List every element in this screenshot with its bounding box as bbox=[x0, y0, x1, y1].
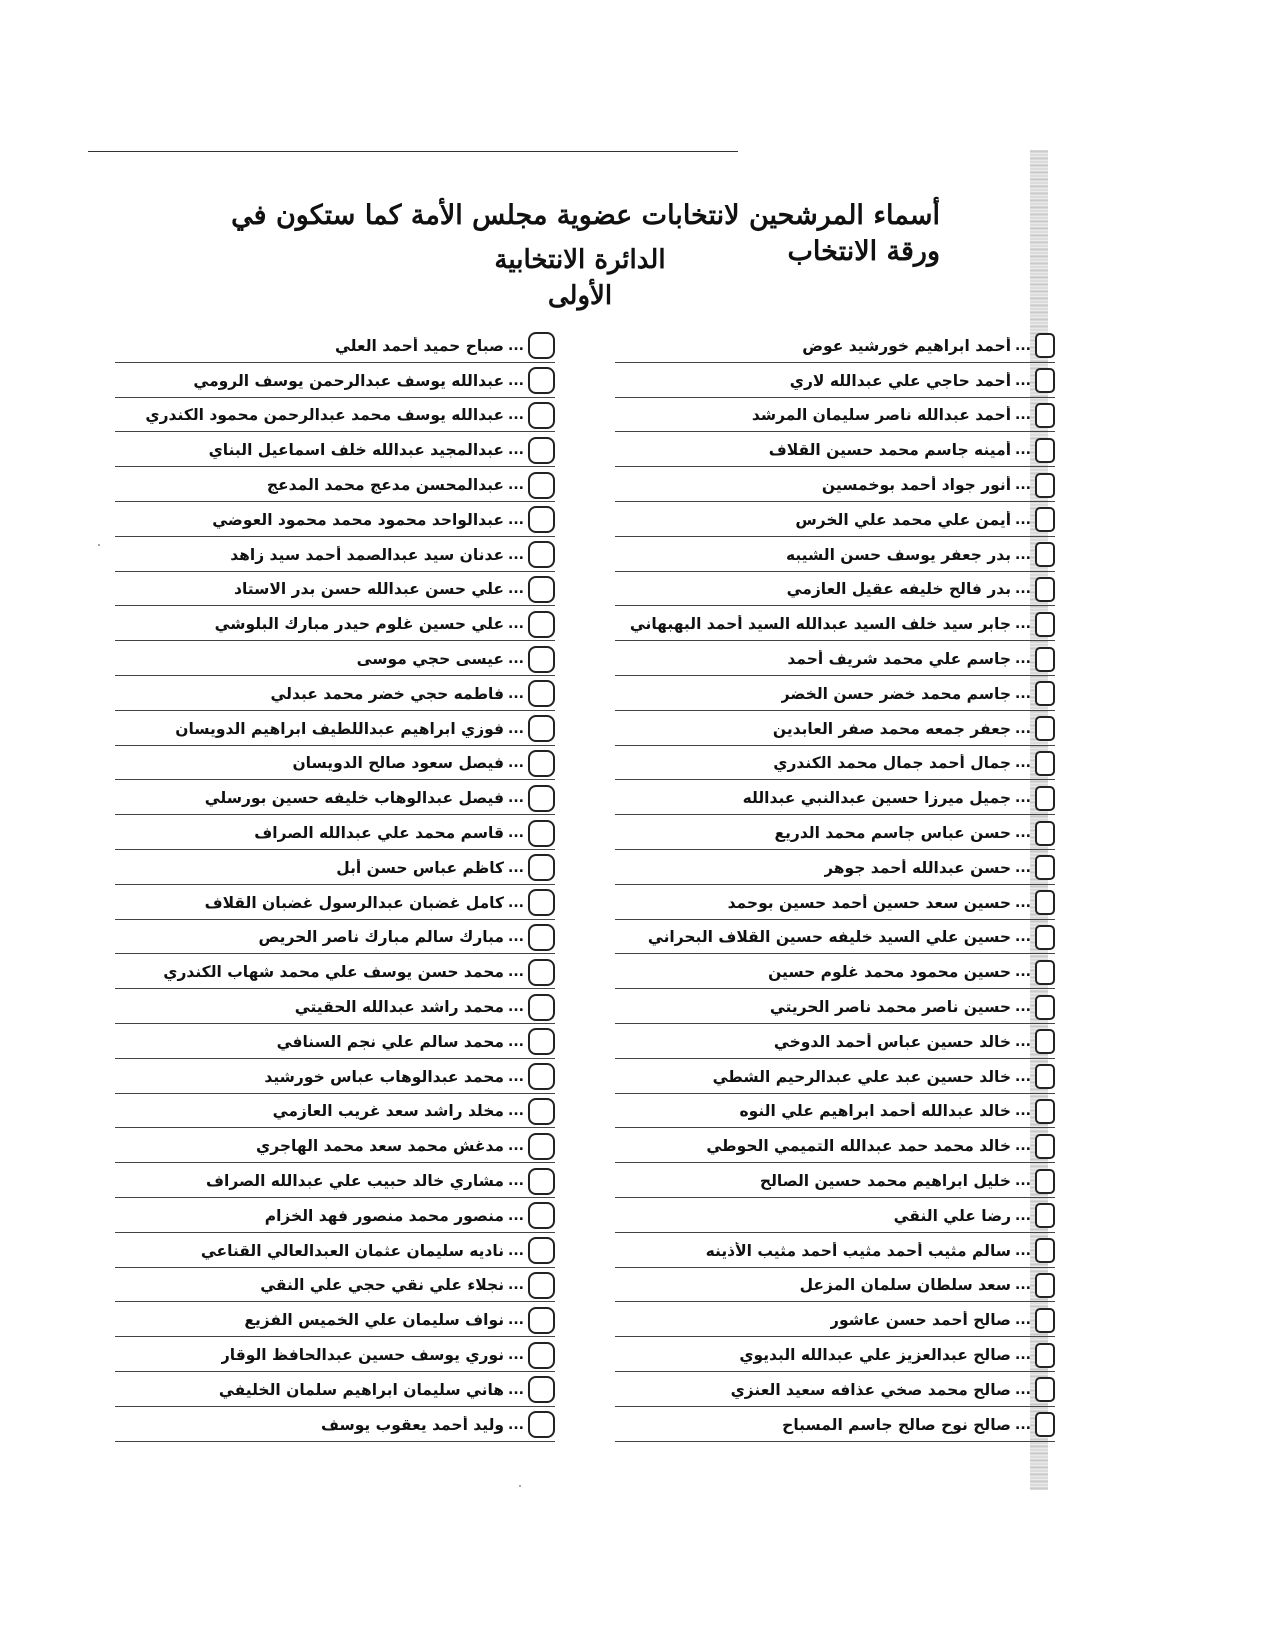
vote-checkbox[interactable] bbox=[1035, 403, 1055, 428]
vote-checkbox[interactable] bbox=[528, 854, 555, 881]
candidate-row bbox=[615, 885, 1055, 920]
vote-checkbox[interactable] bbox=[1035, 507, 1055, 532]
entry-dots: ... bbox=[508, 790, 524, 807]
vote-checkbox[interactable] bbox=[528, 680, 555, 707]
vote-checkbox[interactable] bbox=[528, 924, 555, 951]
entry-dots: ... bbox=[508, 1347, 524, 1363]
candidate-name: حسن عبدالله أحمد جوهر bbox=[824, 858, 1012, 877]
entry-dots: ... bbox=[1015, 1242, 1031, 1259]
entry-dots: ... bbox=[508, 859, 524, 876]
candidate-name: أحمد ابراهيم خورشيد عوض bbox=[802, 336, 1012, 355]
candidate-row bbox=[615, 1059, 1055, 1094]
entry-dots: ... bbox=[1015, 337, 1031, 354]
candidate-row bbox=[615, 502, 1055, 537]
entry-dots: ... bbox=[508, 1138, 524, 1155]
candidate-name: خالد حسين عباس أحمد الدوخي bbox=[773, 1032, 1012, 1051]
candidate-row bbox=[615, 1407, 1055, 1442]
candidate-row bbox=[615, 363, 1055, 398]
entry-dots: ... bbox=[1015, 755, 1031, 772]
vote-checkbox[interactable] bbox=[1035, 1273, 1055, 1298]
candidate-name: خالد عبدالله أحمد ابراهيم علي النوه bbox=[739, 1102, 1012, 1121]
candidate-row bbox=[115, 1337, 555, 1372]
entry-dots: ... bbox=[508, 372, 524, 389]
candidate-row bbox=[115, 467, 555, 502]
candidate-row bbox=[115, 1302, 555, 1337]
candidate-row bbox=[115, 363, 555, 398]
vote-checkbox[interactable] bbox=[1035, 647, 1055, 672]
candidate-name: أنور جواد أحمد بوخمسين bbox=[821, 476, 1012, 495]
vote-checkbox[interactable] bbox=[528, 1342, 555, 1369]
candidate-name: عبدالواحد محمود محمد محمود العوضي bbox=[212, 510, 505, 529]
candidate-row bbox=[115, 711, 555, 746]
candidate-name: جميل ميرزا حسين عبدالنبي عبدالله bbox=[742, 789, 1012, 808]
candidate-name: بدر جعفر يوسف حسن الشيبه bbox=[785, 545, 1012, 564]
vote-checkbox[interactable] bbox=[1035, 681, 1055, 706]
vote-checkbox[interactable] bbox=[1035, 1064, 1055, 1089]
candidate-name: مشاري خالد حبيب علي عبدالله الصراف bbox=[206, 1172, 505, 1191]
entry-dots: ... bbox=[508, 651, 524, 668]
candidate-row bbox=[615, 1128, 1055, 1163]
candidate-name: صالح أحمد حسن عاشور bbox=[830, 1311, 1012, 1330]
entry-dots: ... bbox=[1015, 894, 1031, 911]
vote-checkbox[interactable] bbox=[1035, 542, 1055, 567]
candidate-name: خليل ابراهيم محمد حسين الصالح bbox=[759, 1172, 1012, 1191]
vote-checkbox[interactable] bbox=[528, 750, 555, 777]
entry-dots: ... bbox=[508, 477, 524, 494]
candidate-name: وليد أحمد يعقوب يوسف bbox=[321, 1415, 505, 1434]
candidate-name: علي حسن عبدالله حسن بدر الاستاد bbox=[234, 580, 505, 599]
entry-dots: ... bbox=[508, 894, 524, 911]
candidate-row bbox=[615, 1268, 1055, 1303]
vote-checkbox[interactable] bbox=[528, 1098, 555, 1125]
vote-checkbox[interactable] bbox=[528, 646, 555, 673]
entry-dots: ... bbox=[1015, 1416, 1031, 1433]
candidate-row bbox=[615, 746, 1055, 781]
candidate-row bbox=[115, 1407, 555, 1442]
vote-checkbox[interactable] bbox=[1035, 1343, 1055, 1368]
left-candidate-column bbox=[115, 328, 555, 1442]
vote-checkbox[interactable] bbox=[528, 506, 555, 533]
vote-checkbox[interactable] bbox=[1035, 1134, 1055, 1159]
entry-dots: ... bbox=[508, 407, 524, 424]
candidate-row bbox=[115, 502, 555, 537]
candidate-row bbox=[115, 1198, 555, 1233]
vote-checkbox[interactable] bbox=[1035, 473, 1055, 498]
vote-checkbox[interactable] bbox=[1035, 333, 1055, 358]
candidate-name: عبدالمحسن مدعج محمد المدعج bbox=[266, 476, 505, 495]
vote-checkbox[interactable] bbox=[528, 541, 555, 568]
candidate-name: أيمن علي محمد علي الخرس bbox=[795, 510, 1012, 529]
candidate-row bbox=[615, 1233, 1055, 1268]
vote-checkbox[interactable] bbox=[1035, 716, 1055, 741]
candidate-row bbox=[615, 1302, 1055, 1337]
entry-dots: ... bbox=[508, 1416, 524, 1433]
candidate-row bbox=[615, 815, 1055, 850]
vote-checkbox[interactable] bbox=[1035, 925, 1055, 950]
candidate-row bbox=[115, 676, 555, 711]
candidate-name: مبارك سالم مبارك ناصر الحريص bbox=[258, 928, 505, 947]
candidate-row bbox=[115, 398, 555, 433]
entry-dots: ... bbox=[1015, 1312, 1031, 1329]
vote-checkbox[interactable] bbox=[1035, 855, 1055, 880]
candidate-name: عبدالله يوسف محمد عبدالرحمن محمود الكندري bbox=[145, 406, 505, 425]
candidate-name: خالد حسين عبد علي عبدالرحيم الشطي bbox=[712, 1067, 1012, 1086]
entry-dots: ... bbox=[508, 825, 524, 842]
candidate-row bbox=[115, 432, 555, 467]
entry-dots: ... bbox=[1015, 1347, 1031, 1363]
entry-dots: ... bbox=[1015, 964, 1031, 981]
candidate-row bbox=[115, 780, 555, 815]
candidate-row bbox=[615, 954, 1055, 989]
vote-checkbox[interactable] bbox=[1035, 1308, 1055, 1333]
vote-checkbox[interactable] bbox=[1035, 1377, 1055, 1402]
entry-dots: ... bbox=[508, 1173, 524, 1190]
entry-dots: ... bbox=[508, 1312, 524, 1329]
candidate-row bbox=[115, 1094, 555, 1129]
entry-dots: ... bbox=[1015, 407, 1031, 424]
candidate-name: نواف سليمان علي الخميس الفزيع bbox=[244, 1311, 505, 1330]
top-rule bbox=[88, 151, 738, 152]
candidate-name: فاطمه حجي خضر محمد عبدلي bbox=[270, 684, 505, 703]
candidate-name: حسين محمود محمد غلوم حسين bbox=[768, 963, 1012, 982]
vote-checkbox[interactable] bbox=[1035, 1412, 1055, 1437]
candidate-name: صالح عبدالعزيز علي عبدالله البديوي bbox=[739, 1346, 1012, 1364]
candidate-row bbox=[615, 467, 1055, 502]
candidate-name: كامل غضبان عبدالرسول غضبان القلاف bbox=[204, 893, 505, 912]
entry-dots: ... bbox=[1015, 1173, 1031, 1190]
candidate-row bbox=[115, 746, 555, 781]
candidate-name: فيصل عبدالوهاب خليفه حسين بورسلي bbox=[204, 789, 505, 808]
entry-dots: ... bbox=[508, 337, 524, 354]
candidate-row bbox=[115, 954, 555, 989]
candidate-name: حسين ناصر محمد ناصر الحريتي bbox=[769, 998, 1012, 1017]
entry-dots: ... bbox=[1015, 511, 1031, 528]
candidate-name: محمد سالم علي نجم السنافي bbox=[276, 1032, 505, 1051]
candidate-row bbox=[115, 850, 555, 885]
entry-dots: ... bbox=[508, 720, 524, 737]
vote-checkbox[interactable] bbox=[528, 1133, 555, 1160]
right-candidate-column bbox=[615, 328, 1055, 1442]
candidate-name: محمد راشد عبدالله الحقيتي bbox=[294, 998, 505, 1017]
candidate-name: أحمد عبدالله ناصر سليمان المرشد bbox=[751, 406, 1012, 425]
candidate-row bbox=[115, 328, 555, 363]
candidate-row bbox=[115, 1128, 555, 1163]
candidate-row bbox=[115, 815, 555, 850]
candidate-name: جاسم محمد خضر حسن الخضر bbox=[780, 684, 1012, 703]
candidate-row bbox=[615, 850, 1055, 885]
page-subtitle: الدائرة الانتخابية الأولى bbox=[494, 245, 666, 311]
vote-checkbox[interactable] bbox=[1035, 438, 1055, 463]
candidate-row bbox=[615, 1198, 1055, 1233]
entry-dots: ... bbox=[1015, 1381, 1031, 1398]
vote-checkbox[interactable] bbox=[528, 994, 555, 1021]
entry-dots: ... bbox=[508, 1103, 524, 1120]
entry-dots: ... bbox=[1015, 720, 1031, 737]
vote-checkbox[interactable] bbox=[528, 611, 555, 638]
candidate-row bbox=[615, 676, 1055, 711]
vote-checkbox[interactable] bbox=[1035, 1029, 1055, 1054]
entry-dots: ... bbox=[1015, 372, 1031, 389]
candidate-row bbox=[615, 537, 1055, 572]
entry-dots: ... bbox=[1015, 581, 1031, 598]
entry-dots: ... bbox=[508, 964, 524, 981]
candidate-row bbox=[115, 641, 555, 676]
candidate-row bbox=[615, 398, 1055, 433]
scan-speck bbox=[519, 1485, 521, 1487]
candidate-name: عدنان سيد عبدالصمد أحمد سيد زاهد bbox=[230, 545, 505, 564]
candidate-row bbox=[115, 1163, 555, 1198]
entry-dots: ... bbox=[1015, 1033, 1031, 1050]
candidate-name: حسن عباس جاسم محمد الدريع bbox=[774, 824, 1012, 843]
entry-dots: ... bbox=[508, 1033, 524, 1050]
candidate-row bbox=[615, 1372, 1055, 1407]
vote-checkbox[interactable] bbox=[1035, 1203, 1055, 1228]
entry-dots: ... bbox=[508, 929, 524, 946]
candidate-row bbox=[615, 1024, 1055, 1059]
vote-checkbox[interactable] bbox=[1035, 577, 1055, 602]
vote-checkbox[interactable] bbox=[528, 959, 555, 986]
vote-checkbox[interactable] bbox=[528, 1411, 555, 1438]
candidate-name: مدغش محمد سعد محمد الهاجري bbox=[256, 1137, 505, 1156]
candidate-name: فيصل سعود صالح الدويسان bbox=[292, 754, 505, 773]
candidate-row bbox=[615, 711, 1055, 746]
candidate-name: خالد محمد حمد عبدالله التميمي الحوطي bbox=[706, 1137, 1012, 1156]
entry-dots: ... bbox=[508, 581, 524, 598]
entry-dots: ... bbox=[508, 1068, 524, 1085]
entry-dots: ... bbox=[508, 685, 524, 702]
candidate-name: محمد حسن يوسف علي محمد شهاب الكندري bbox=[163, 963, 505, 982]
vote-checkbox[interactable] bbox=[1035, 612, 1055, 637]
candidate-name: عبدالمجيد عبدالله خلف اسماعيل البناي bbox=[208, 441, 505, 460]
vote-checkbox[interactable] bbox=[528, 1307, 555, 1334]
candidate-name: بدر فالح خليفه عقيل العازمي bbox=[786, 580, 1012, 599]
vote-checkbox[interactable] bbox=[528, 1202, 555, 1229]
candidate-row bbox=[615, 641, 1055, 676]
candidate-name: جمال أحمد جمال محمد الكندري bbox=[773, 754, 1012, 773]
candidate-name: محمد عبدالوهاب عباس خورشيد bbox=[264, 1067, 505, 1086]
candidate-name: ناديه سليمان عثمان العبدالعالي القناعي bbox=[200, 1241, 505, 1260]
candidate-name: أحمد حاجي علي عبدالله لاري bbox=[789, 371, 1012, 390]
vote-checkbox[interactable] bbox=[528, 715, 555, 742]
candidate-name: سعد سلطان سلمان المزعل bbox=[799, 1276, 1012, 1295]
entry-dots: ... bbox=[508, 616, 524, 633]
vote-checkbox[interactable] bbox=[528, 332, 555, 359]
candidate-name: عبدالله يوسف عبدالرحمن يوسف الرومي bbox=[193, 371, 505, 390]
vote-checkbox[interactable] bbox=[1035, 821, 1055, 846]
candidate-row bbox=[615, 572, 1055, 607]
candidate-name: عيسى حجي موسى bbox=[356, 650, 505, 669]
entry-dots: ... bbox=[1015, 859, 1031, 876]
candidate-name: صالح نوح صالح جاسم المسباح bbox=[782, 1415, 1012, 1434]
vote-checkbox[interactable] bbox=[528, 367, 555, 394]
candidate-row bbox=[115, 1233, 555, 1268]
vote-checkbox[interactable] bbox=[1035, 368, 1055, 393]
candidate-name: علي حسين غلوم حيدر مبارك البلوشي bbox=[214, 615, 505, 634]
candidate-name: هاني سليمان ابراهيم سلمان الخليفي bbox=[218, 1380, 505, 1399]
candidate-row bbox=[115, 1372, 555, 1407]
entry-dots: ... bbox=[508, 1207, 524, 1224]
vote-checkbox[interactable] bbox=[1035, 786, 1055, 811]
entry-dots: ... bbox=[1015, 477, 1031, 494]
entry-dots: ... bbox=[1015, 790, 1031, 807]
candidate-row bbox=[115, 537, 555, 572]
candidate-row bbox=[615, 1337, 1055, 1372]
candidate-name: مخلد راشد سعد غريب العازمي bbox=[272, 1102, 505, 1121]
entry-dots: ... bbox=[508, 999, 524, 1016]
candidate-name: فوزي ابراهيم عبداللطيف ابراهيم الدويسان bbox=[175, 719, 505, 738]
candidate-row bbox=[115, 572, 555, 607]
vote-checkbox[interactable] bbox=[528, 472, 555, 499]
vote-checkbox[interactable] bbox=[528, 820, 555, 847]
candidate-name: جاسم علي محمد شريف أحمد bbox=[787, 650, 1012, 669]
entry-dots: ... bbox=[1015, 651, 1031, 668]
vote-checkbox[interactable] bbox=[528, 785, 555, 812]
scan-speck bbox=[98, 544, 100, 546]
candidate-row bbox=[615, 1163, 1055, 1198]
entry-dots: ... bbox=[508, 1381, 524, 1398]
candidate-row bbox=[115, 606, 555, 641]
candidate-name: نجلاء علي نقي حجي علي النقي bbox=[260, 1276, 505, 1295]
vote-checkbox[interactable] bbox=[528, 576, 555, 603]
vote-checkbox[interactable] bbox=[1035, 960, 1055, 985]
candidate-name: أمينه جاسم محمد حسين القلاف bbox=[768, 441, 1012, 460]
entry-dots: ... bbox=[1015, 1207, 1031, 1224]
vote-checkbox[interactable] bbox=[528, 402, 555, 429]
entry-dots: ... bbox=[508, 1242, 524, 1259]
candidate-row bbox=[615, 920, 1055, 955]
candidate-name: حسين علي السيد خليفه حسين القلاف البحراني bbox=[647, 928, 1012, 947]
entry-dots: ... bbox=[1015, 825, 1031, 842]
candidate-name: صالح محمد صخي عذافه سعيد العنزي bbox=[730, 1380, 1012, 1399]
candidate-name: نوري يوسف حسين عبدالحافظ الوقار bbox=[220, 1346, 505, 1364]
entry-dots: ... bbox=[508, 442, 524, 459]
vote-checkbox[interactable] bbox=[1035, 751, 1055, 776]
vote-checkbox[interactable] bbox=[528, 1272, 555, 1299]
vote-checkbox[interactable] bbox=[1035, 1169, 1055, 1194]
entry-dots: ... bbox=[508, 511, 524, 528]
vote-checkbox[interactable] bbox=[528, 1063, 555, 1090]
candidate-name: كاظم عباس حسن أبل bbox=[336, 858, 505, 877]
candidate-name: قاسم محمد علي عبدالله الصراف bbox=[254, 824, 505, 843]
entry-dots: ... bbox=[1015, 685, 1031, 702]
candidate-name: جابر سيد خلف السيد عبدالله السيد أحمد البهبهاني bbox=[629, 615, 1012, 634]
candidate-name: سالم مثيب أحمد مثيب أحمد مثيب الأذينه bbox=[705, 1241, 1012, 1260]
vote-checkbox[interactable] bbox=[528, 437, 555, 464]
vote-checkbox[interactable] bbox=[528, 1028, 555, 1055]
vote-checkbox[interactable] bbox=[1035, 1238, 1055, 1263]
entry-dots: ... bbox=[1015, 442, 1031, 459]
entry-dots: ... bbox=[508, 546, 524, 563]
entry-dots: ... bbox=[1015, 616, 1031, 633]
candidate-row bbox=[615, 328, 1055, 363]
vote-checkbox[interactable] bbox=[1035, 995, 1055, 1020]
candidate-name: صباح حميد أحمد العلي bbox=[334, 336, 505, 355]
candidate-row bbox=[115, 1059, 555, 1094]
entry-dots: ... bbox=[508, 1277, 524, 1294]
vote-checkbox[interactable] bbox=[1035, 890, 1055, 915]
candidate-row bbox=[615, 432, 1055, 467]
candidate-row bbox=[615, 989, 1055, 1024]
vote-checkbox[interactable] bbox=[528, 1168, 555, 1195]
vote-checkbox[interactable] bbox=[528, 889, 555, 916]
candidate-row bbox=[115, 1268, 555, 1303]
candidate-name: رضا علي النقي bbox=[893, 1206, 1012, 1225]
candidate-row bbox=[615, 1094, 1055, 1129]
entry-dots: ... bbox=[1015, 999, 1031, 1016]
candidate-row bbox=[615, 780, 1055, 815]
candidate-name: حسين سعد حسين أحمد حسين بوحمد bbox=[727, 893, 1012, 912]
candidate-row bbox=[115, 885, 555, 920]
candidate-name: جعفر جمعه محمد صفر العابدين bbox=[772, 719, 1012, 738]
entry-dots: ... bbox=[1015, 1277, 1031, 1294]
candidate-row bbox=[115, 920, 555, 955]
candidate-row bbox=[115, 1024, 555, 1059]
candidate-row bbox=[615, 606, 1055, 641]
entry-dots: ... bbox=[1015, 546, 1031, 563]
candidate-name: منصور محمد منصور فهد الخزام bbox=[264, 1206, 505, 1225]
entry-dots: ... bbox=[1015, 1103, 1031, 1120]
entry-dots: ... bbox=[1015, 1068, 1031, 1085]
entry-dots: ... bbox=[1015, 929, 1031, 946]
page-title: أسماء المرشحين لانتخابات عضوية مجلس الأمة كما ستكون في ورقة الانتخاب bbox=[231, 200, 940, 267]
vote-checkbox[interactable] bbox=[528, 1376, 555, 1403]
entry-dots: ... bbox=[508, 755, 524, 772]
candidate-row bbox=[115, 989, 555, 1024]
entry-dots: ... bbox=[1015, 1138, 1031, 1155]
vote-checkbox[interactable] bbox=[1035, 1099, 1055, 1124]
vote-checkbox[interactable] bbox=[528, 1237, 555, 1264]
